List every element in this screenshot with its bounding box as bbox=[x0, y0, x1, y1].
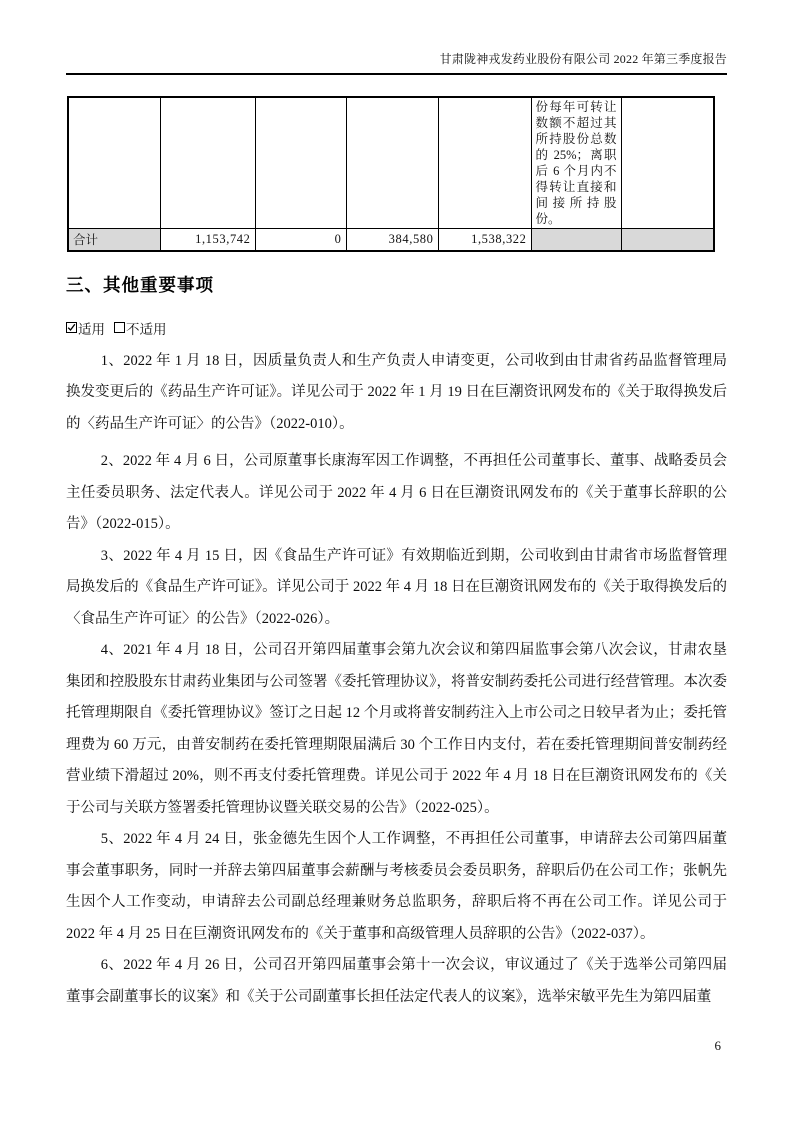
total-value-cell: 1,153,742 bbox=[160, 229, 255, 251]
total-empty-cell bbox=[621, 229, 714, 251]
total-empty-cell bbox=[531, 229, 621, 251]
table-cell-lockup-note: 份每年可转让数额不超过其所持股份总数的 25%；离职后 6 个月内不得转让直接和间接所持股份。 bbox=[531, 97, 621, 229]
paragraph-item-1: 1、2022 年 1 月 18 日，因质量负责人和生产负责人申请变更，公司收到由甘肃省药品监督管理局换发变更后的《药品生产许可证》。详见公司于 2022 年 1 月 19 日在巨潮资讯网发布的《关于取得换发后的〈药品生产许可证〉的公告》（2022-010）。 bbox=[66, 352, 727, 432]
total-value-cell: 384,580 bbox=[346, 229, 438, 251]
paragraph-item-3: 3、2022 年 4 月 15 日，因《食品生产许可证》有效期临近到期，公司收到由甘肃省市场监督管理局换发后的《食品生产许可证》。详见公司于 2022 年 4 月 18 日在巨潮资讯网发布的《关于取得换发后的〈食品生产许可证〉的公告》（2022-026）。 bbox=[66, 547, 727, 627]
paragraph-item-2: 2、2022 年 4 月 6 日，公司原董事长康海军因工作调整，不再担任公司董事长、董事、战略委员会主任委员职务、法定代表人。详见公司于 2022 年 4 月 6 日在巨潮资讯网发布的《关于董事长辞职的公告》（2022-015）。 bbox=[66, 453, 727, 532]
paragraph-item-6: 6、2022 年 4 月 26 日，公司召开第四届董事会第十一次会议，审议通过了《关于选举公司第四届董事会副董事长的议案》和《关于公司副董事长担任法定代表人的议案》，选举宋敏平先生为第四届董 bbox=[66, 957, 727, 1005]
applicability-line bbox=[66, 318, 727, 338]
page-header bbox=[66, 0, 727, 75]
paragraph-item-5: 5、2022 年 4 月 24 日，张金德先生因个人工作调整，不再担任公司董事，申请辞去公司第四届董事会董事职务，同时一并辞去第四届董事会薪酬与考核委员会委员职务，辞职后仍在公司工作；张帆先生因个人工作变动，申请辞去公司副总经理兼财务总监职务，辞职后将不再在公司工作。详见公司于 2022 年 4 月 25 日在巨潮资讯网发布的《关于董事和高级管理人员辞职的公告》（2022-037）。 bbox=[66, 831, 727, 942]
table-cell bbox=[438, 97, 531, 229]
table-total-row bbox=[68, 229, 714, 251]
paragraph-item-4: 4、2021 年 4 月 18 日，公司召开第四届董事会第九次会议和第四届监事会第八次会议，甘肃农垦集团和控股股东甘肃药业集团与公司签署《委托管理协议》，将普安制药委托公司进行经营管理。本次委托管理期限自《委托管理协议》签订之日起 12 个月或将普安制药注入上市公司之日较早者为止；委托管理费为 60 万元，由普安制药在委托管理期限届满后 30 个工作日内支付，若在委托管理期间普安制药经营业绩下滑超过 20%，则不再支付委托管理费。详见公司于 2022 年 4 月 18 日在巨潮资讯网发布的《关于公司与关联方签署委托管理协议暨关联交易的公告》（2022-025）。 bbox=[66, 642, 727, 816]
table-cell bbox=[68, 97, 160, 229]
table-cell bbox=[160, 97, 255, 229]
section-heading-other-important-matters: 三、其他重要事项 bbox=[66, 274, 214, 295]
checked-checkbox-icon bbox=[66, 322, 77, 333]
table-row-continuation bbox=[68, 97, 714, 229]
table-cell bbox=[346, 97, 438, 229]
not-applicable-label: 不适用 bbox=[126, 321, 167, 337]
table-cell bbox=[255, 97, 346, 229]
table-cell bbox=[621, 97, 714, 229]
applicable-label: 适用 bbox=[78, 321, 105, 337]
report-title: 甘肃陇神戎发药业股份有限公司 2022 年第三季度报告 bbox=[439, 52, 727, 66]
total-value-cell: 1,538,322 bbox=[438, 229, 531, 251]
total-label-cell: 合计 bbox=[68, 229, 160, 251]
unchecked-checkbox-icon bbox=[114, 322, 125, 333]
lockup-shares-table bbox=[67, 96, 715, 252]
total-value-cell: 0 bbox=[255, 229, 346, 251]
page-number: 6 bbox=[714, 1038, 721, 1053]
